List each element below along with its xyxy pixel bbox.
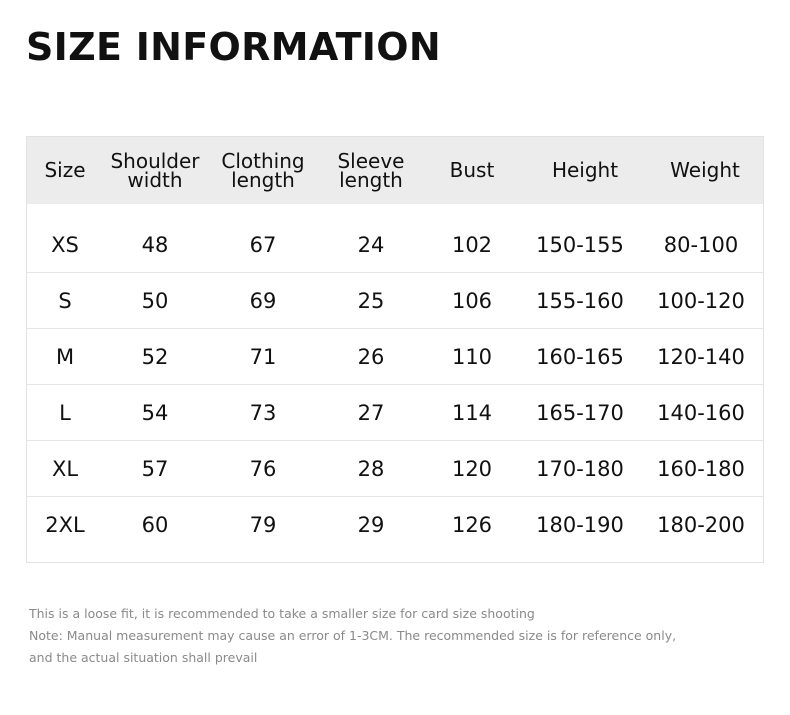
cell-sleeve-length: 24 — [357, 232, 385, 257]
table-row — [27, 497, 763, 553]
cell-weight: 120-140 — [657, 344, 745, 369]
cell-weight: 160-180 — [657, 456, 745, 481]
column-header-height — [521, 158, 639, 182]
header-label: Weight — [670, 158, 740, 182]
cell-size: L — [59, 400, 71, 425]
header-label: Sleeve length — [337, 148, 405, 192]
cell-height: 160-165 — [536, 344, 624, 369]
column-header-size — [27, 158, 103, 182]
note-line: and the actual situation shall prevail — [29, 650, 258, 665]
table-row — [27, 385, 763, 441]
cell-height: 155-160 — [536, 288, 624, 313]
header-label: Height — [551, 158, 619, 182]
cell-clothing-length: 67 — [249, 232, 277, 257]
cell-bust: 126 — [451, 513, 493, 537]
cell-size: S — [58, 288, 72, 313]
cell-shoulder-width: 50 — [141, 288, 169, 313]
cell-shoulder-width: 57 — [141, 456, 169, 481]
cell-bust: 120 — [451, 456, 493, 481]
table-row — [27, 441, 763, 497]
cell-bust: 114 — [451, 400, 493, 425]
cell-sleeve-length: 26 — [357, 344, 385, 369]
cell-bust: 102 — [451, 232, 493, 257]
cell-shoulder-width: 60 — [141, 513, 169, 537]
cell-clothing-length: 73 — [249, 400, 277, 425]
column-header-sleeve-length — [319, 148, 423, 192]
cell-size: M — [55, 344, 75, 369]
column-header-weight — [639, 158, 763, 182]
cell-size: XS — [51, 232, 79, 257]
table-header-row — [27, 137, 763, 204]
table-body — [27, 217, 763, 553]
cell-sleeve-length: 28 — [357, 456, 385, 481]
table-row — [27, 217, 763, 273]
cell-bust: 110 — [451, 344, 493, 369]
cell-height: 150-155 — [536, 232, 624, 257]
cell-clothing-length: 71 — [249, 344, 277, 369]
cell-clothing-length: 69 — [249, 288, 277, 313]
cell-weight: 180-200 — [657, 513, 745, 537]
column-header-clothing-length — [207, 148, 319, 192]
cell-sleeve-length: 25 — [357, 288, 385, 313]
cell-sleeve-length: 29 — [357, 513, 385, 537]
table-row — [27, 273, 763, 329]
size-notes — [29, 603, 749, 669]
header-label: Bust — [449, 158, 495, 182]
cell-clothing-length: 76 — [249, 456, 277, 481]
cell-weight: 140-160 — [657, 400, 745, 425]
cell-height: 180-190 — [536, 513, 624, 537]
cell-shoulder-width: 48 — [141, 232, 169, 257]
header-label: Clothing length — [221, 148, 305, 192]
header-label: Size — [44, 158, 86, 182]
note-line: This is a loose fit, it is recommended to take a smaller size for card size shooting — [29, 606, 535, 621]
cell-bust: 106 — [451, 288, 493, 313]
cell-shoulder-width: 52 — [141, 344, 169, 369]
cell-weight: 100-120 — [657, 288, 745, 313]
header-label: Shoulder width — [110, 148, 200, 192]
note-line: Note: Manual measurement may cause an error of 1-3CM. The recommended size is for reference only, — [29, 628, 677, 643]
size-chart-table — [26, 136, 764, 563]
cell-size: XL — [51, 456, 79, 481]
cell-sleeve-length: 27 — [357, 400, 385, 425]
cell-height: 170-180 — [536, 456, 624, 481]
cell-height: 165-170 — [536, 400, 624, 425]
column-header-shoulder-width — [103, 148, 207, 192]
cell-weight: 80-100 — [663, 232, 739, 257]
cell-clothing-length: 79 — [249, 513, 277, 537]
column-header-bust — [423, 158, 521, 182]
table-row — [27, 329, 763, 385]
cell-shoulder-width: 54 — [141, 400, 169, 425]
page-title: SIZE INFORMATION — [26, 25, 441, 69]
cell-size: 2XL — [45, 513, 85, 537]
